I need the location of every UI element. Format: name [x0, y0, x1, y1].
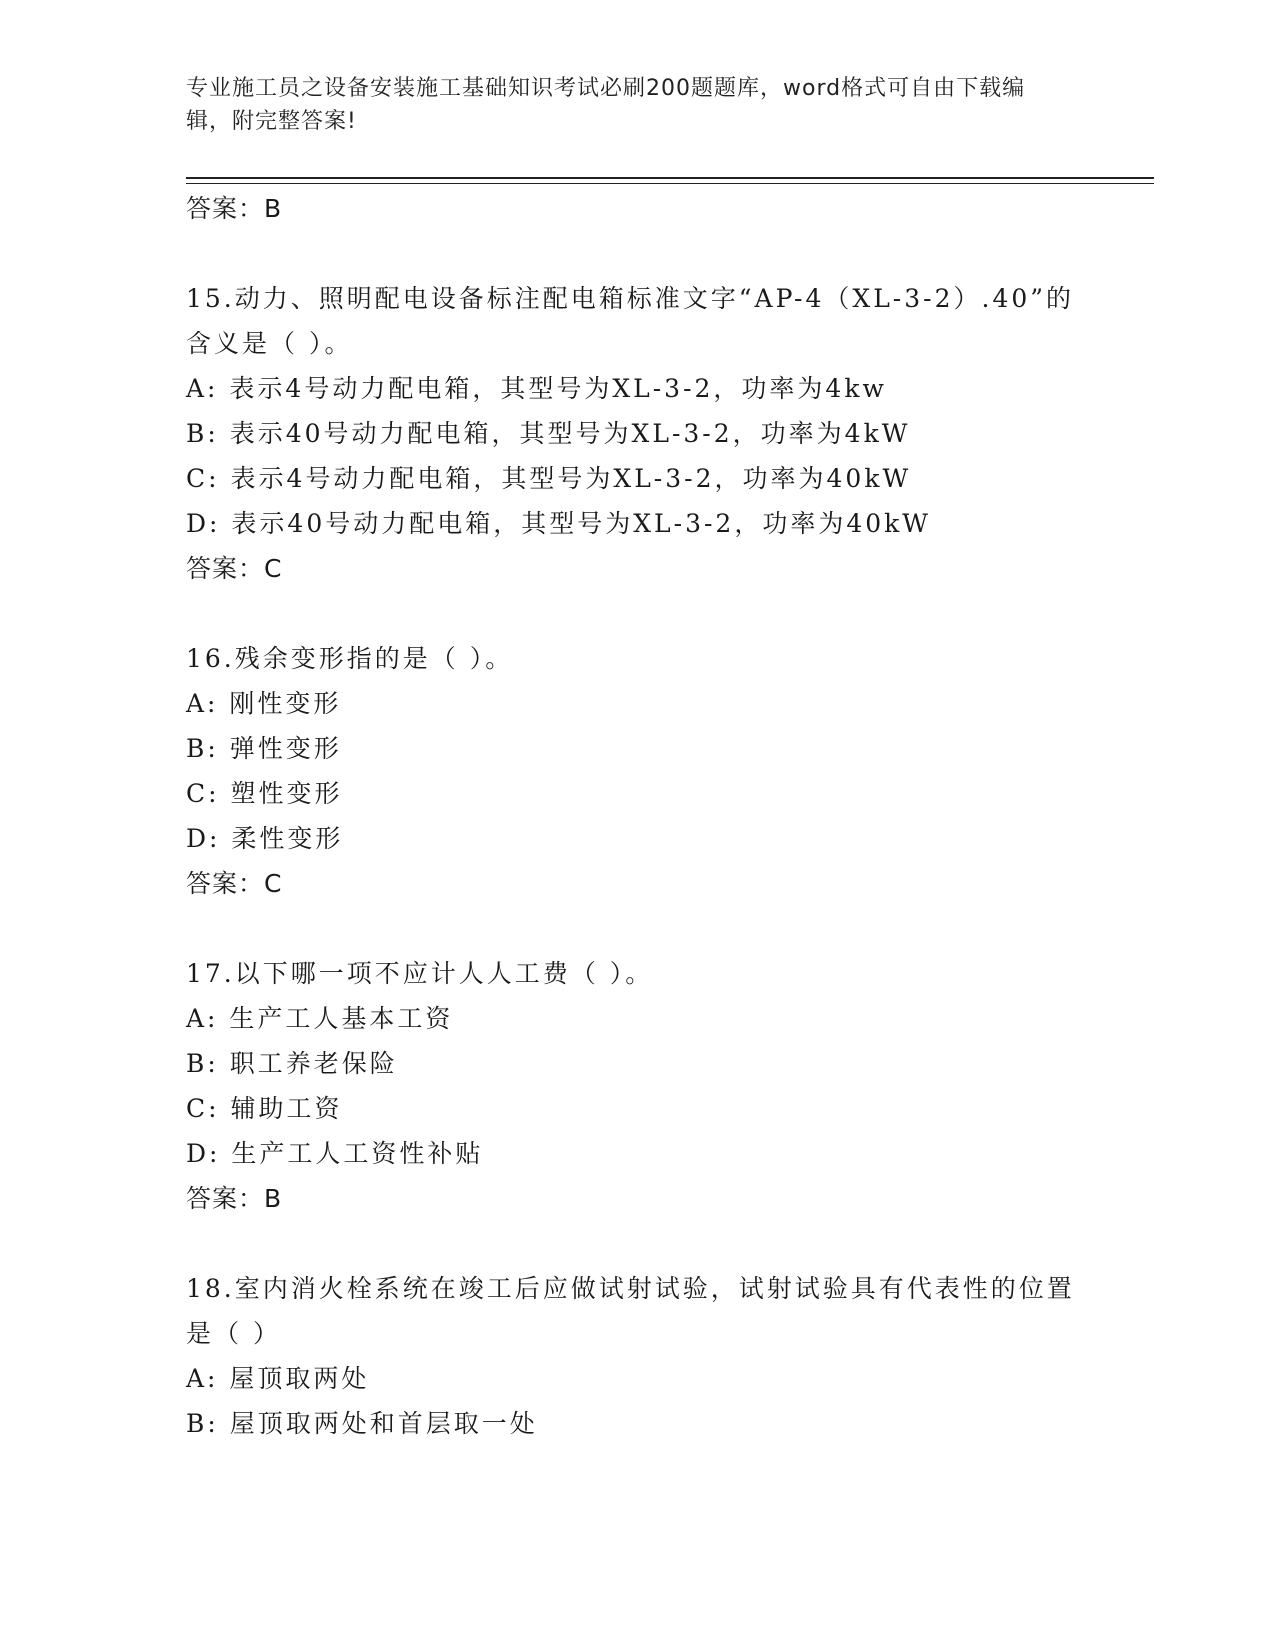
- option-b: B: 职工养老保险: [186, 1049, 398, 1078]
- option-d: D: 表示40号动力配电箱，其型号为XL-3-2，功率为40kW: [186, 509, 931, 538]
- question-list: [186, 186, 1086, 1446]
- question-block: [186, 636, 1086, 907]
- question-block: [186, 951, 1086, 1222]
- header-divider-thin: [186, 183, 1154, 184]
- answer-line: 答案：C: [186, 869, 283, 898]
- question-text: 16.残余变形指的是（ ）。: [186, 644, 514, 673]
- page-header: 专业施工员之设备安装施工基础知识考试必刷200题题库，word格式可自由下载编辑，附完整答案!: [186, 76, 1026, 134]
- option-c: C: 塑性变形: [186, 779, 343, 808]
- answer-line: 答案：B: [186, 194, 283, 223]
- question-text: 15.动力、照明配电设备标注配电箱标准文字“AP-4（XL-3-2）.40”的含义是（ ）。: [186, 284, 1075, 358]
- question-block: [186, 1266, 1086, 1446]
- option-c: C: 表示4号动力配电箱，其型号为XL-3-2，功率为40kW: [186, 464, 912, 493]
- question-text: 17.以下哪一项不应计人人工费（ ）。: [186, 959, 654, 988]
- question-block: [186, 276, 1086, 592]
- option-c: C: 辅助工资: [186, 1094, 343, 1123]
- option-d: D: 柔性变形: [186, 824, 344, 853]
- question-text: 18.室内消火栓系统在竣工后应做试射试验，试射试验具有代表性的位置是（ ）: [186, 1274, 1075, 1348]
- answer-line: 答案：C: [186, 554, 283, 583]
- answer-line: 答案：B: [186, 1184, 283, 1213]
- option-b: B: 弹性变形: [186, 734, 342, 763]
- option-a: A: 表示4号动力配电箱，其型号为XL-3-2，功率为4kw: [186, 374, 887, 403]
- option-a: A: 生产工人基本工资: [186, 1004, 454, 1033]
- option-b: B: 屋顶取两处和首层取一处: [186, 1409, 538, 1438]
- header-divider: [186, 177, 1154, 179]
- option-a: A: 刚性变形: [186, 689, 342, 718]
- option-b: B: 表示40号动力配电箱，其型号为XL-3-2，功率为4kW: [186, 419, 911, 448]
- option-d: D: 生产工人工资性补贴: [186, 1139, 484, 1168]
- option-a: A: 屋顶取两处: [186, 1364, 370, 1393]
